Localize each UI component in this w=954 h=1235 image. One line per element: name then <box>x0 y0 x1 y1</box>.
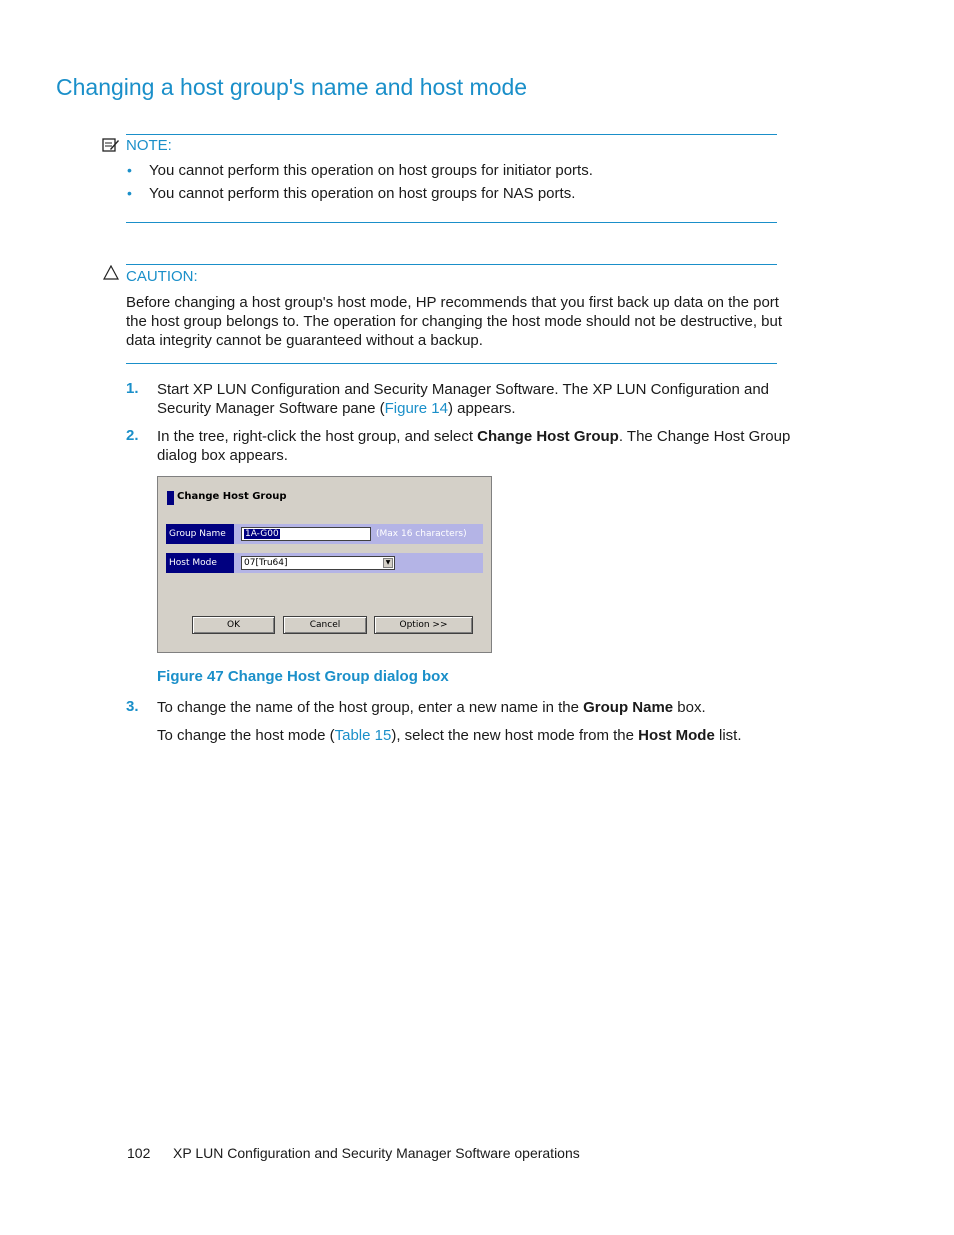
option-button[interactable]: Option >> <box>374 616 473 634</box>
dialog-title: Change Host Group <box>177 491 287 502</box>
footer-text: XP LUN Configuration and Security Manager Software operations <box>173 1145 580 1161</box>
host-mode-label: Host Mode <box>166 553 234 573</box>
bullet-icon: • <box>127 185 132 201</box>
caution-top-rule <box>126 264 777 265</box>
ok-button[interactable]: OK <box>192 616 275 634</box>
note-item: You cannot perform this operation on host groups for NAS ports. <box>149 185 576 202</box>
page-title: Changing a host group's name and host mode <box>56 74 528 100</box>
caution-icon <box>103 265 119 285</box>
host-mode-select[interactable]: 07[Tru64] ▼ <box>241 556 395 570</box>
step-number: 3. <box>126 698 139 715</box>
group-name-label: Group Name <box>166 524 234 544</box>
caution-text: the host group belongs to. The operation for changing the host mode should not be destructive, but <box>126 313 783 330</box>
caution-text: Before changing a host group's host mode, HP recommends that you first back up data on the port <box>126 294 779 311</box>
cancel-button[interactable]: Cancel <box>283 616 367 634</box>
note-bottom-rule <box>126 222 777 223</box>
note-item: You cannot perform this operation on host groups for initiator ports. <box>149 162 593 179</box>
step-text: Start XP LUN Configuration and Security Manager Software. The XP LUN Configuration and <box>157 381 770 398</box>
step-text: Security Manager Software pane (Figure 14) appears. <box>157 400 516 417</box>
caution-bottom-rule <box>126 363 777 364</box>
note-top-rule <box>126 134 777 135</box>
figure-caption: Figure 47 Change Host Group dialog box <box>157 668 449 685</box>
note-icon <box>102 137 120 158</box>
title-marker <box>167 491 174 505</box>
table-link[interactable]: Table 15 <box>334 727 392 744</box>
step-text: dialog box appears. <box>157 447 288 464</box>
chevron-down-icon[interactable]: ▼ <box>383 558 393 568</box>
step-text: In the tree, right-click the host group, and select Change Host Group. The Change Host Group <box>157 428 791 445</box>
group-name-input[interactable]: 1A-G00 <box>241 527 371 541</box>
page-number: 102 <box>127 1145 151 1161</box>
group-name-hint: (Max 16 characters) <box>376 529 467 539</box>
note-label: NOTE: <box>126 137 172 154</box>
step-number: 2. <box>126 427 139 444</box>
step-number: 1. <box>126 380 139 397</box>
caution-label: CAUTION: <box>126 268 198 285</box>
change-host-group-dialog <box>157 476 492 653</box>
figure-link[interactable]: Figure 14 <box>384 400 448 417</box>
step-text: To change the host mode (Table 15), select the new host mode from the Host Mode list. <box>157 727 742 744</box>
caution-text: data integrity cannot be guaranteed without a backup. <box>126 332 483 349</box>
step-text: To change the name of the host group, enter a new name in the Group Name box. <box>157 699 706 716</box>
bullet-icon: • <box>127 162 132 178</box>
